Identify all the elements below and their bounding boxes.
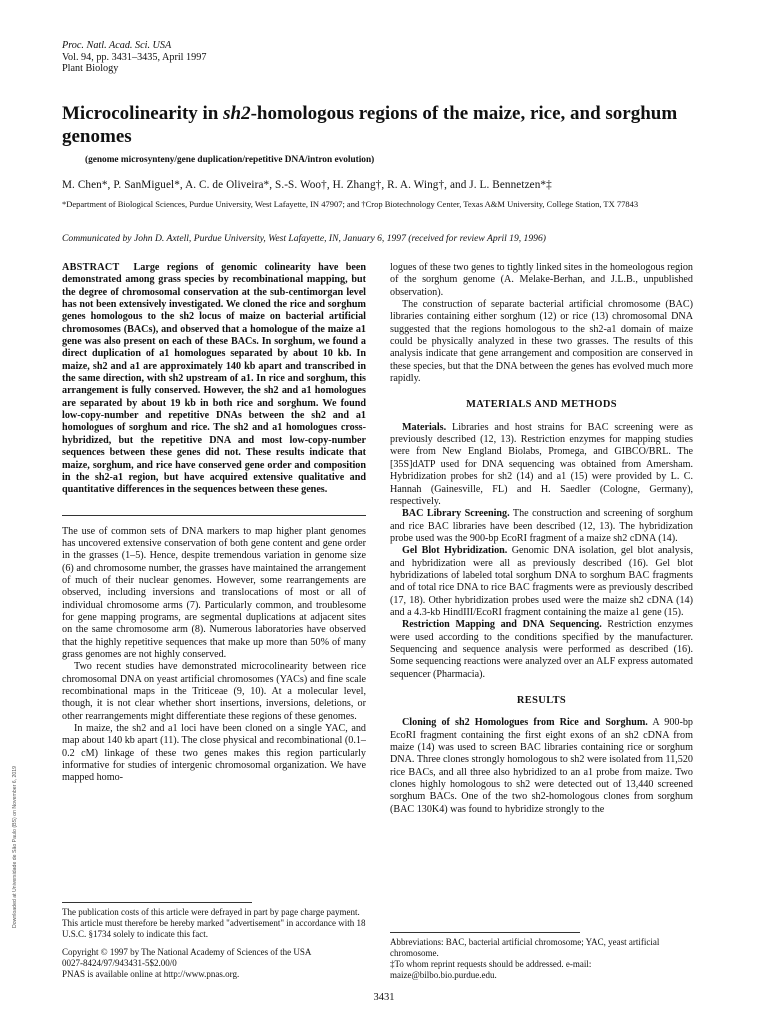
abbreviations-note: Abbreviations: BAC, bacterial artificial chromosome; YAC, yeast artificial chromosome. — [390, 937, 660, 958]
runin-heading: Materials. — [402, 421, 447, 433]
footnote-left — [62, 902, 366, 980]
journal-reference — [62, 40, 206, 75]
runin-heading: BAC Library Screening. — [402, 508, 510, 520]
methods-paragraph — [390, 619, 693, 681]
methods-text: Libraries and host strains for BAC screening were as previously described (12, 13). Restriction enzymes for mapping studies were from New England Biolabs, Promega, and GIBCO/BRL. The [35S]dATP used for DNA sequencing was obtained from Amersham. Hybridization probes for sh2 (14) and a1 (15) were provided by L. C. Hannah (Gainesville, FL) and H. Saedler (Cologne, Germany), respectively. — [390, 421, 693, 507]
journal-volume: Vol. 94, pp. 3431–3435, April 1997 — [62, 51, 207, 63]
footnote-divider — [390, 932, 580, 933]
intro-paragraph: In maize, the sh2 and a1 loci have been cloned on a single YAC, and map about 140 kb apart (11). The close physical and recombinational (0.1–0.2 cM) linkage of these two genes makes this region particularly informative for studies of intergenic chromosomal organization. We have mapped homo- — [62, 723, 366, 784]
runin-heading: Restriction Mapping and DNA Sequencing. — [402, 619, 602, 631]
results-paragraph — [390, 717, 693, 816]
keywords: (genome microsynteny/gene duplication/repetitive DNA/intron evolution) — [85, 155, 375, 165]
right-column — [390, 262, 693, 816]
communicated-by: Communicated by John D. Axtell, Purdue University, West Lafayette, IN, January 6, 1997 (received for review April 19, 1996) — [62, 233, 546, 244]
intro-paragraph: The use of common sets of DNA markers to map higher plant genomes has uncovered extensive conservation of both gene content and gene order in the grasses (1–5). Hence, despite tremendous variation in genome size (6) and chromosome number, the grasses have maintained the arrangement of much of their nuclear genomes. However, some rearrangements are observed, including inversions and translocations of most or all of individual chromosome arms (7). Particularly common, and troublesome for gene mapping programs, are segmental duplications at adjacent sites on the same chromosome arm (8). Numerous laboratories have observed that the highly repetitive sequences that make up more than 50% of many grass genomes are not highly conserved. — [62, 525, 366, 660]
title-part-1: Microcolinearity in — [62, 103, 224, 124]
publication-costs-note: The publication costs of this article were defrayed in part by page charge payment. This article must therefore be hereby marked "advertisement" in accordance with 18 U.S.C. §1734 solely to indicate this fact. — [62, 907, 366, 939]
intro-paragraph: Two recent studies have demonstrated microcolinearity between rice chromosomal DNA on yeast artificial chromosomes (YACs) and fine scale recombinational maps in the Triticeae (9, 10). At a molecular level, though, it is not clear whether short insertions, inversions, deletions, or other rearrangements might differentiate these regions of these genomes. — [62, 661, 366, 722]
intro-continued: logues of these two genes to tightly linked sites in the homeologous region of the sorghum genome (A. Melake-Berhan, and J.L.B., unpublished observation). — [390, 262, 693, 298]
abstract-divider — [62, 515, 366, 516]
methods-paragraph — [390, 545, 693, 619]
author-list: M. Chen*, P. SanMiguel*, A. C. de Oliveira*, S.-S. Woo†, H. Zhang†, R. A. Wing†, and J. L. Bennetzen*‡ — [62, 179, 552, 191]
pnas-online-note: PNAS is available online at http://www.pnas.org. — [62, 969, 240, 979]
methods-text: Genomic DNA isolation, gel blot analysis, and hybridization were all as previously described (16). Gel blot hybridizations of labeled total sorghum DNA to sorghum BAC fragments and of total rice DNA to rice BAC fragments were as previously described (17, 18). Other hybridization probes used were the maize sh2 cDNA (14) and a 4.3-kb HindIII/EcoRI fragment containing the maize a1 gene (15). — [390, 545, 693, 618]
journal-name: Proc. Natl. Acad. Sci. USA — [62, 40, 172, 51]
methods-text: Restriction enzymes were used according to the conditions specified by the manufacturer. Sequencing and sequence analysis were performed as described (16). Some sequencing reactions were analyzed over an ALF express automated sequencer (Pharmacia). — [390, 619, 693, 680]
affiliations: *Department of Biological Sciences, Purdue University, West Lafayette, IN 47907; and †Crop Biotechnology Center, Texas A&M University, College Station, TX 77843 — [62, 199, 639, 209]
left-column — [62, 262, 366, 785]
copyright-line: Copyright © 1997 by The National Academy of Sciences of the USA — [62, 947, 312, 957]
runin-heading: Cloning of sh2 Homologues from Rice and Sorghum. — [402, 717, 648, 729]
methods-paragraph — [390, 508, 693, 545]
runin-heading: Gel Blot Hybridization. — [402, 545, 508, 557]
abstract-label: ABSTRACT — [62, 262, 120, 273]
article-title — [62, 102, 712, 148]
results-heading: RESULTS — [516, 695, 567, 706]
intro-paragraph: The construction of separate bacterial artificial chromosome (BAC) libraries containing either sorghum (12) or rice (13) chromosomal DNA suggested that the regions homologous to the sh2-a1 domain of maize could be physically analyzed in these two grasses. The results of this analysis indicate that gene arrangement and composition are conserved in these species, but that the DNA between the genes has evolved much more rapidly. — [390, 299, 693, 385]
abstract — [62, 262, 366, 497]
footnote-divider — [62, 902, 252, 903]
methods-text: The construction and screening of sorghum and rice BAC libraries have been described (12, 13). The hybridization probe used was the 900-bp EcoRI fragment of a maize sh2 cDNA (14). — [390, 508, 693, 544]
methods-heading: MATERIALS AND METHODS — [466, 399, 617, 411]
title-part-3: -homologous regions of the maize, rice, and sorghum genomes — [62, 103, 678, 147]
results-text: A 900-bp EcoRI fragment containing the first eight exons of an sh2 cDNA from maize (14) was used to screen BAC libraries containing rice or sorghum DNA. Three clones strongly homologous to sh2 were isolated from 11,520 rice BACs, and all three also hybridized to an a1 probe from maize. Two clones highly homologous to sh2 were detected out of 13,440 screened sorghum BACs. One of the two sh2-homologous clones from sorghum (BAC 130K4) was found to hybridize strongly to the — [390, 717, 693, 815]
abstract-text: Large regions of genomic colinearity have been demonstrated among grass species by recombinational mapping, but the degree of chromosomal conservation at the sub-centimorgan level has not been extensively investigated. We cloned the rice and sorghum genes homologous to the sh2 locus of maize on bacterial artificial chromosomes (BACs), and observed that a homologue of the maize a1 gene was also present on each of these BACs. In sorghum, we found a direct duplication of a1 homologues separated by about 10 kb. In maize, sh2 and a1 are approximately 140 kb apart and transcribed in the same direction, with sh2 upstream of a1. In rice and sorghum, this arrangement is fully conserved. However, the sh2 and a1 homologues are separated by about 19 kb in both rice and sorghum. We found low-copy-number and repetitive DNAs between the sh2 and a1 homologues of sorghum and rice. The sh2 and a1 homologues cross-hybridized, but the repetitive DNA and most low-copy-number sequences between these genes did not. These results indicate that maize, sorghum, and rice have conserved gene order and composition in the sh2-a1 region, but have acquired extensive qualitative and quantitative differences in the sequences between these genes. — [62, 262, 366, 496]
correspondence-note: ‡To whom reprint requests should be addressed. e-mail: maize@bilbo.bio.purdue.edu. — [390, 959, 592, 980]
methods-paragraph — [390, 422, 693, 508]
footnote-right — [390, 932, 693, 981]
download-watermark: Downloaded at Universidade de São Paulo (BS) on November 6, 2019 — [12, 765, 18, 928]
article-code: 0027-8424/97/943431-5$2.00/0 — [62, 958, 177, 968]
journal-section: Plant Biology — [62, 63, 119, 74]
title-part-2: sh2 — [223, 103, 251, 124]
page-number: 3431 — [373, 992, 395, 1003]
